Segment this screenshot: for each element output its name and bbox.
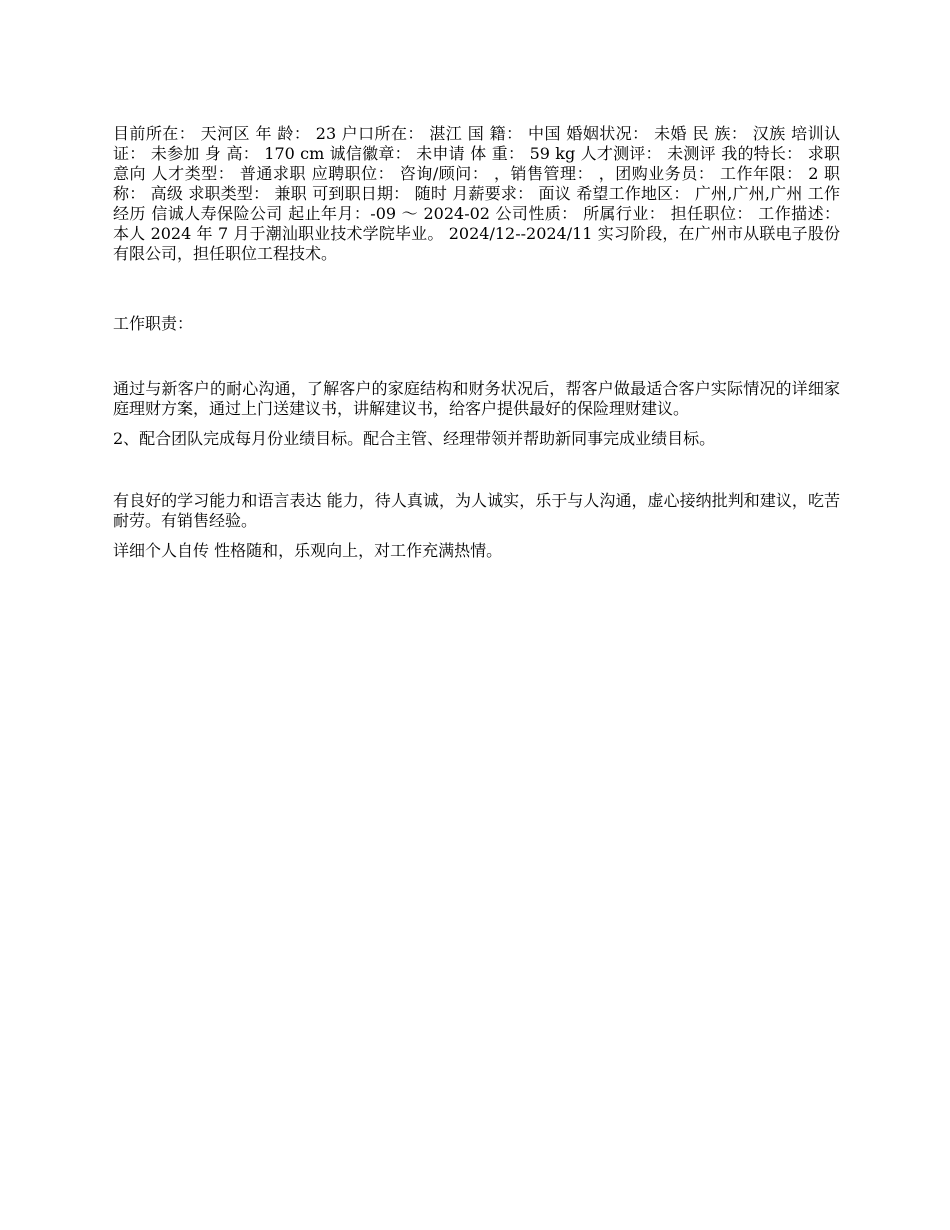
spacer [113,334,840,379]
spacer [113,449,840,491]
self-evaluation-paragraph: 有良好的学习能力和语言表达 能力，待人真诚，为人诚实，乐于与人沟通，虚心接纳批判和建议，吃苦耐劳。有销售经验。 [113,491,840,530]
spacer [113,531,840,541]
autobiography-paragraph: 详细个人自传 性格随和，乐观向上，对工作充满热情。 [113,541,503,560]
resume-document [113,124,840,561]
spacer [113,419,840,429]
duties-heading: 工作职责： [113,314,194,333]
profile-paragraph: 目前所在： 天河区 年 龄： 23 户口所在： 湛江 国 籍： 中国 婚姻状况： 未婚 民 族： 汉族 培训认证： 未参加 身 高： 170 cm 诚信徽章： 未申请 体 重： 59 kg 人才测评： 未测评 我的特长： 求职意向 人才类型： 普通求职 应聘职位： 咨询/顾问： ，销售管理： ，团购业务员： 工作年限： 2 职 称： 高级 求职类型： 兼职 可到职日期： 随时 月薪要求： 面议 希望工作地区： 广州,广州,广州 工作经历 信诚人寿保险公司 起止年月：-09 ～ 2024-02 公司性质： 所属行业： 担任职位： 工作描述： 本人 2024 年 7 月于潮汕职业技术学院毕业。 2024/12--2024/11 实习阶段，在广州市从联电子股份有限公司，担任职位工程技术。 [113,124,840,263]
duty-paragraph-1: 通过与新客户的耐心沟通，了解客户的家庭结构和财务状况后，帮客户做最适合客户实际情况的详细家庭理财方案，通过上门送建议书，讲解建议书，给客户提供最好的保险理财建议。 [113,379,840,418]
duty-paragraph-2: 2、配合团队完成每月份业绩目标。配合主管、经理带领并帮助新同事完成业绩目标。 [113,429,716,448]
spacer [113,264,840,314]
